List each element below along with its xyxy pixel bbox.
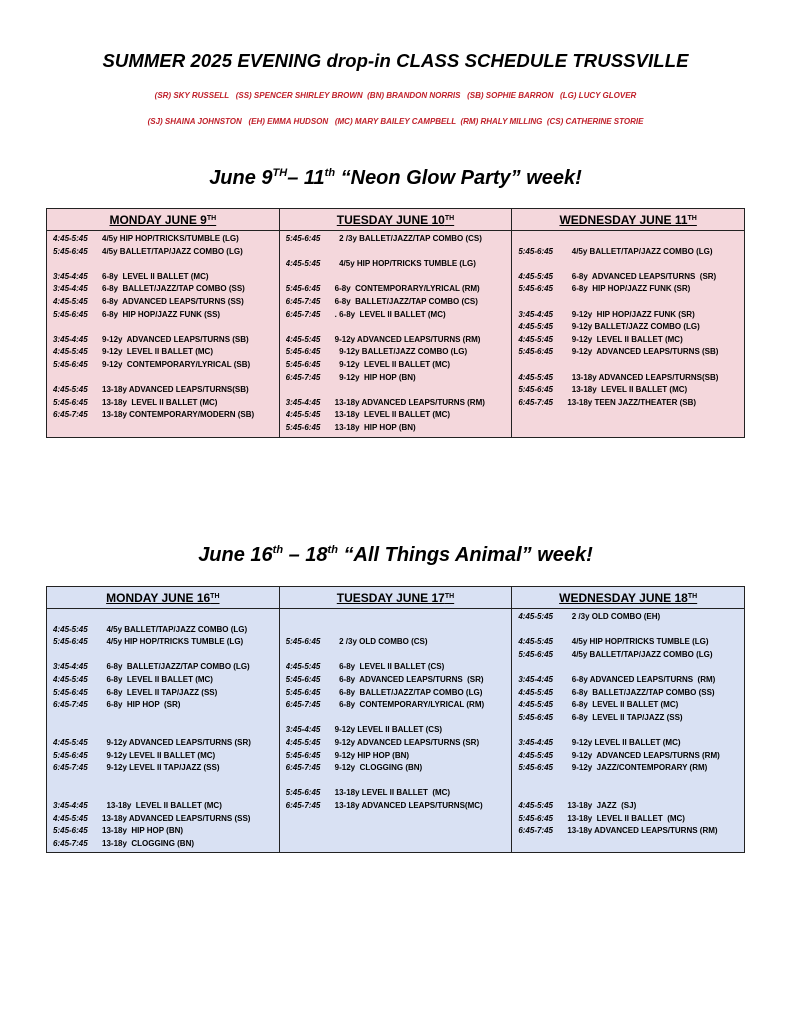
class-time: 4:45-5:45 <box>518 271 553 281</box>
spacer <box>518 233 744 246</box>
class-time: 3:45-4:45 <box>518 309 553 319</box>
class-description: 6-8y HIP HOP/JAZZ FUNK (SR) <box>567 284 691 294</box>
class-time: 4:45-5:45 <box>518 372 553 382</box>
class-description: 9-12y CLOGGING (BN) <box>334 763 423 773</box>
week1-day-header: TUESDAY JUNE 10TH <box>279 209 512 231</box>
class-description: 9-12y BALLET/JAZZ COMBO (LG) <box>334 347 468 357</box>
class-entry <box>286 750 512 763</box>
class-entry <box>518 334 744 347</box>
class-entry <box>286 661 512 674</box>
class-description: 6-8y CONTEMPORARY/LYRICAL (RM) <box>334 700 485 710</box>
class-time: 4:45-5:45 <box>285 662 321 672</box>
class-entry <box>286 687 512 700</box>
spacer <box>286 611 512 624</box>
class-entry <box>518 271 744 284</box>
class-time: 6:45-7:45 <box>53 700 88 710</box>
class-entry <box>518 397 744 410</box>
spacer <box>518 296 744 309</box>
class-time: 3:45-4:45 <box>53 800 88 810</box>
class-entry <box>53 674 279 687</box>
class-time: 5:45-6:45 <box>285 750 321 760</box>
class-time: 4:45-5:45 <box>518 687 553 697</box>
class-description: 6-8y LEVEL II BALLET (MC) <box>102 271 209 281</box>
class-description: 4/5y BALLET/TAP/JAZZ COMBO (LG) <box>102 246 243 256</box>
class-entry <box>518 712 744 725</box>
spacer <box>53 775 279 788</box>
class-time: 3:45-4:45 <box>53 271 88 281</box>
class-entry <box>286 296 512 309</box>
class-description: 4/5y HIP HOP/TRICKS TUMBLE (LG) <box>102 637 244 647</box>
class-time: 4:45-5:45 <box>53 813 88 823</box>
class-description: 13-18y LEVEL II BALLET (MC) <box>102 800 222 810</box>
class-entry <box>518 611 744 624</box>
week1-day-header: WEDNESDAY JUNE 11TH <box>512 209 745 231</box>
class-entry <box>286 233 512 246</box>
spacer <box>518 624 744 637</box>
class-time: 5:45-6:45 <box>518 385 553 395</box>
class-time: 5:45-6:45 <box>518 712 553 722</box>
class-time: 6:45-7:45 <box>285 800 321 810</box>
class-description: 13-18y ADVANCED LEAPS/TURNS(MC) <box>334 800 483 810</box>
class-entry <box>53 750 279 763</box>
class-time: 5:45-6:45 <box>285 674 321 684</box>
class-time: 5:45-6:45 <box>285 422 321 432</box>
class-description: 9-12y HIP HOP (BN) <box>334 372 416 382</box>
class-description: 6-8y LEVEL II TAP/JAZZ (SS) <box>102 687 218 697</box>
class-description: 6-8y ADVANCED LEAPS/TURNS (SR) <box>567 271 717 281</box>
class-description: 9-12y CONTEMPORARY/LYRICAL (SB) <box>102 359 251 369</box>
class-entry <box>53 271 279 284</box>
class-description: 4/5y HIP HOP/TRICKS TUMBLE (LG) <box>567 637 709 647</box>
week2-schedule-table <box>46 586 745 853</box>
class-description: 6-8y HIP HOP (SR) <box>102 700 181 710</box>
class-entry <box>518 372 744 385</box>
class-entry <box>53 334 279 347</box>
class-description: 9-12y LEVEL II BALLET (MC) <box>567 334 683 344</box>
class-entry <box>518 384 744 397</box>
spacer <box>286 321 512 334</box>
class-entry <box>53 624 279 637</box>
week1-day-classes <box>47 231 279 424</box>
class-entry <box>518 825 744 838</box>
class-time: 3:45-4:45 <box>518 674 553 684</box>
spacer <box>286 246 512 259</box>
spacer <box>53 321 279 334</box>
class-description: 6-8y BALLET/JAZZ/TAP COMBO (CS) <box>334 296 478 306</box>
class-time: 3:45-4:45 <box>53 662 88 672</box>
class-entry <box>518 800 744 813</box>
class-entry <box>53 384 279 397</box>
class-time: 3:45-4:45 <box>285 397 321 407</box>
spacer <box>286 624 512 637</box>
spacer <box>286 649 512 662</box>
week1-day-classes <box>512 231 744 411</box>
class-time: 4:45-5:45 <box>518 322 553 332</box>
class-description: 13-18y JAZZ (SJ) <box>567 800 637 810</box>
class-time: 4:45-5:45 <box>53 385 88 395</box>
class-time: 4:45-5:45 <box>518 700 553 710</box>
class-time: 4:45-5:45 <box>285 737 321 747</box>
class-description: 2 /3y OLD COMBO (CS) <box>334 637 428 647</box>
class-description: 4/5y BALLET/TAP/JAZZ COMBO (LG) <box>102 624 248 634</box>
class-entry <box>518 346 744 359</box>
instructor-legend-line-1: (SR) SKY RUSSELL (SS) SPENCER SHIRLEY BROWN (BN) BRANDON NORRIS (SB) SOPHIE BARRON (LG) LUCY GLOVER <box>154 91 637 100</box>
class-entry <box>518 813 744 826</box>
class-entry <box>53 409 279 422</box>
class-entry <box>286 334 512 347</box>
class-time: 4:45-5:45 <box>518 334 553 344</box>
class-entry <box>53 838 279 851</box>
class-time: 4:45-5:45 <box>518 637 553 647</box>
class-entry <box>286 724 512 737</box>
spacer <box>518 775 744 788</box>
class-description: 9-12y LEVEL II TAP/JAZZ (SS) <box>102 763 220 773</box>
spacer <box>286 775 512 788</box>
class-description: 9-12y ADVANCED LEAPS/TURNS (SB) <box>567 347 719 357</box>
class-description: 13-18y LEVEL II BALLET (MC) <box>334 410 451 420</box>
class-description: 13-18y TEEN JAZZ/THEATER (SB) <box>567 397 697 407</box>
class-description: 4/5y HIP HOP/TRICKS TUMBLE (LG) <box>334 259 476 269</box>
spacer <box>53 611 279 624</box>
class-entry <box>518 321 744 334</box>
class-description: 9-12y LEVEL II BALLET (MC) <box>102 347 213 357</box>
class-description: 13-18y ADVANCED LEAPS/TURNS(SB) <box>102 385 249 395</box>
class-description: 13-18y LEVEL II BALLET (MC) <box>334 788 451 798</box>
spacer <box>286 384 512 397</box>
class-time: 6:45-7:45 <box>285 763 321 773</box>
class-entry <box>286 283 512 296</box>
class-time: 5:45-6:45 <box>518 763 553 773</box>
class-entry <box>286 346 512 359</box>
class-time: 4:45-5:45 <box>53 737 88 747</box>
class-entry <box>53 636 279 649</box>
class-description: 9-12y HIP HOP/JAZZ FUNK (SR) <box>567 309 695 319</box>
class-description: 13-18y CLOGGING (BN) <box>102 838 195 848</box>
class-description: 9-12y LEVEL II BALLET (MC) <box>334 359 451 369</box>
spacer <box>286 712 512 725</box>
class-time: 4:45-5:45 <box>285 259 321 269</box>
week2-title: June 16th – 18th “All Things Animal” week! <box>198 544 593 566</box>
spacer <box>53 787 279 800</box>
class-description: 6-8y LEVEL II BALLET (MC) <box>567 700 679 710</box>
class-entry <box>286 674 512 687</box>
class-time: 5:45-6:45 <box>285 687 321 697</box>
week2-day-header: WEDNESDAY JUNE 18TH <box>512 587 745 609</box>
class-time: 4:45-5:45 <box>518 750 553 760</box>
class-entry <box>518 309 744 322</box>
class-time: 5:45-6:45 <box>518 813 553 823</box>
class-description: 6-8y BALLET/JAZZ/TAP COMBO (SS) <box>567 687 715 697</box>
class-time: 5:45-6:45 <box>518 649 553 659</box>
class-entry <box>518 699 744 712</box>
class-time: 6:45-7:45 <box>285 296 321 306</box>
class-time: 4:45-5:45 <box>53 347 88 357</box>
class-description: 6-8y CONTEMPORARY/LYRICAL (RM) <box>334 284 480 294</box>
class-description: 6-8y LEVEL II BALLET (MC) <box>102 674 213 684</box>
class-entry <box>286 422 512 435</box>
class-entry <box>53 699 279 712</box>
class-description: 6-8y LEVEL II BALLET (CS) <box>334 662 445 672</box>
class-entry <box>286 372 512 385</box>
class-description: 9-12y ADVANCED LEAPS/TURNS (SR) <box>102 737 251 747</box>
class-time: 5:45-6:45 <box>53 397 88 407</box>
class-description: 13-18y LEVEL II BALLET (MC) <box>102 397 218 407</box>
class-entry <box>518 737 744 750</box>
class-time: 4:45-5:45 <box>285 410 321 420</box>
class-description: 13-18y LEVEL II BALLET (MC) <box>567 385 688 395</box>
class-time: 4:45-5:45 <box>285 334 321 344</box>
class-time: 6:45-7:45 <box>285 372 321 382</box>
class-entry <box>518 649 744 662</box>
week2-day-classes <box>512 609 744 840</box>
class-entry <box>53 661 279 674</box>
spacer <box>53 649 279 662</box>
class-description: 6-8y ADVANCED LEAPS/TURNS (SR) <box>334 674 484 684</box>
class-time: 6:45-7:45 <box>285 700 321 710</box>
class-description: 9-12y LEVEL II BALLET (CS) <box>334 725 443 735</box>
class-description: 4/5y BALLET/TAP/JAZZ COMBO (LG) <box>567 246 713 256</box>
class-time: 5:45-6:45 <box>53 826 88 836</box>
class-description: 13-18y LEVEL II BALLET (MC) <box>567 813 685 823</box>
class-entry <box>286 258 512 271</box>
class-entry <box>53 233 279 246</box>
class-time: 4:45-5:45 <box>53 624 88 634</box>
class-time: 5:45-6:45 <box>53 359 88 369</box>
class-time: 3:45-4:45 <box>53 284 88 294</box>
class-entry <box>53 762 279 775</box>
class-time: 5:45-6:45 <box>285 637 321 647</box>
class-description: 6-8y BALLET/JAZZ/TAP COMBO (LG) <box>102 662 250 672</box>
class-description: 13-18y CONTEMPORARY/MODERN (SB) <box>102 410 255 420</box>
class-time: 4:45-5:45 <box>518 800 553 810</box>
class-entry <box>53 687 279 700</box>
class-time: 3:45-4:45 <box>53 334 88 344</box>
class-description: 9-12y ADVANCED LEAPS/TURNS (RM) <box>334 334 481 344</box>
class-time: 3:45-4:45 <box>285 725 321 735</box>
class-description: 6-8y BALLET/JAZZ/TAP COMBO (LG) <box>334 687 483 697</box>
class-time: 5:45-6:45 <box>53 687 88 697</box>
class-description: 13-18y HIP HOP (BN) <box>102 826 184 836</box>
class-description: 6-8y LEVEL II TAP/JAZZ (SS) <box>567 712 683 722</box>
class-time: 5:45-6:45 <box>518 347 553 357</box>
class-entry <box>286 787 512 800</box>
class-description: 2 /3y OLD COMBO (EH) <box>567 612 661 621</box>
class-time: 4:45-5:45 <box>53 674 88 684</box>
week1-schedule-table <box>46 208 745 438</box>
class-description: 13-18y ADVANCED LEAPS/TURNS(SB) <box>567 372 719 382</box>
class-entry <box>286 359 512 372</box>
class-entry <box>286 409 512 422</box>
class-description: 6-8y ADVANCED LEAPS/TURNS (RM) <box>567 674 716 684</box>
class-entry <box>286 699 512 712</box>
class-entry <box>518 283 744 296</box>
class-time: 6:45-7:45 <box>53 838 88 848</box>
week2-day-classes <box>47 609 279 852</box>
week2-day-header: MONDAY JUNE 16TH <box>47 587 280 609</box>
class-entry <box>518 750 744 763</box>
class-description: 9-12y ADVANCED LEAPS/TURNS (SB) <box>102 334 249 344</box>
class-entry <box>53 813 279 826</box>
class-description: 9-12y HIP HOP (BN) <box>334 750 410 760</box>
page-title: SUMMER 2025 EVENING drop-in CLASS SCHEDULE TRUSSVILLE <box>102 50 689 71</box>
class-entry <box>518 674 744 687</box>
class-time: 5:45-6:45 <box>285 284 321 294</box>
class-time: 6:45-7:45 <box>285 309 321 319</box>
week1-day-header: MONDAY JUNE 9TH <box>47 209 280 231</box>
class-entry <box>53 283 279 296</box>
spacer <box>53 712 279 725</box>
class-time: 4:45-5:45 <box>53 234 88 243</box>
class-entry <box>518 762 744 775</box>
class-entry <box>53 737 279 750</box>
class-entry <box>53 296 279 309</box>
class-entry <box>53 309 279 322</box>
class-description: 9-12y ADVANCED LEAPS/TURNS (RM) <box>567 750 720 760</box>
class-description: 13-18y ADVANCED LEAPS/TURNS (RM) <box>567 826 718 836</box>
week2-day-classes <box>280 609 512 815</box>
class-time: 4:45-5:45 <box>518 612 553 621</box>
class-time: 5:45-6:45 <box>53 637 88 647</box>
spacer <box>518 661 744 674</box>
class-description: 9-12y ADVANCED LEAPS/TURNS (SR) <box>334 737 480 747</box>
week1-title: June 9TH– 11th “Neon Glow Party” week! <box>209 167 582 189</box>
spacer <box>53 258 279 271</box>
class-time: 5:45-6:45 <box>53 246 88 256</box>
class-description: 6-8y BALLET/JAZZ/TAP COMBO (SS) <box>102 284 245 294</box>
class-time: 6:45-7:45 <box>518 397 553 407</box>
spacer <box>518 258 744 271</box>
class-entry <box>286 309 512 322</box>
class-entry <box>53 825 279 838</box>
class-time: 5:45-6:45 <box>518 284 553 294</box>
class-time: 5:45-6:45 <box>285 788 321 798</box>
class-entry <box>286 800 512 813</box>
class-entry <box>53 359 279 372</box>
spacer <box>53 372 279 385</box>
class-description: 4/5y BALLET/TAP/JAZZ COMBO (LG) <box>567 649 713 659</box>
class-time: 5:45-6:45 <box>285 347 321 357</box>
class-time: 6:45-7:45 <box>518 826 553 836</box>
class-description: 13-18y HIP HOP (BN) <box>334 422 416 432</box>
class-time: 5:45-6:45 <box>53 750 88 760</box>
class-description: 9-12y LEVEL II BALLET (MC) <box>102 750 216 760</box>
week1-day-classes <box>280 231 512 437</box>
class-entry <box>286 397 512 410</box>
class-entry <box>518 246 744 259</box>
class-entry <box>53 246 279 259</box>
class-time: 5:45-6:45 <box>285 359 321 369</box>
class-entry <box>53 397 279 410</box>
class-description: . 6-8y LEVEL II BALLET (MC) <box>334 309 446 319</box>
instructor-legend-line-2: (SJ) SHAINA JOHNSTON (EH) EMMA HUDSON (MC) MARY BAILEY CAMPBELL (RM) RHALY MILLING (CS) CATHERINE STORIE <box>147 117 644 126</box>
class-description: 6-8y HIP HOP/JAZZ FUNK (SS) <box>102 309 221 319</box>
spacer <box>286 271 512 284</box>
spacer <box>53 724 279 737</box>
class-time: 4:45-5:45 <box>53 296 88 306</box>
spacer <box>518 359 744 372</box>
class-time: 5:45-6:45 <box>285 234 321 243</box>
class-description: 13-18y ADVANCED LEAPS/TURNS (SS) <box>102 813 251 823</box>
class-time: 3:45-4:45 <box>518 737 553 747</box>
class-entry <box>286 737 512 750</box>
class-description: 13-18y ADVANCED LEAPS/TURNS (RM) <box>334 397 485 407</box>
class-entry <box>53 800 279 813</box>
class-description: 2 /3y BALLET/JAZZ/TAP COMBO (CS) <box>334 234 482 243</box>
class-description: 4/5y HIP HOP/TRICKS/TUMBLE (LG) <box>102 234 239 243</box>
class-entry <box>518 636 744 649</box>
class-entry <box>518 687 744 700</box>
class-time: 6:45-7:45 <box>53 763 88 773</box>
class-time: 5:45-6:45 <box>53 309 88 319</box>
spacer <box>518 787 744 800</box>
class-entry <box>286 762 512 775</box>
class-description: 6-8y ADVANCED LEAPS/TURNS (SS) <box>102 296 244 306</box>
class-entry <box>53 346 279 359</box>
spacer <box>518 724 744 737</box>
class-entry <box>286 636 512 649</box>
class-description: 9-12y JAZZ/CONTEMPORARY (RM) <box>567 763 708 773</box>
week2-day-header: TUESDAY JUNE 17TH <box>279 587 512 609</box>
class-description: 9-12y BALLET/JAZZ COMBO (LG) <box>567 322 700 332</box>
class-time: 5:45-6:45 <box>518 246 553 256</box>
class-time: 6:45-7:45 <box>53 410 88 420</box>
class-description: 9-12y LEVEL II BALLET (MC) <box>567 737 681 747</box>
